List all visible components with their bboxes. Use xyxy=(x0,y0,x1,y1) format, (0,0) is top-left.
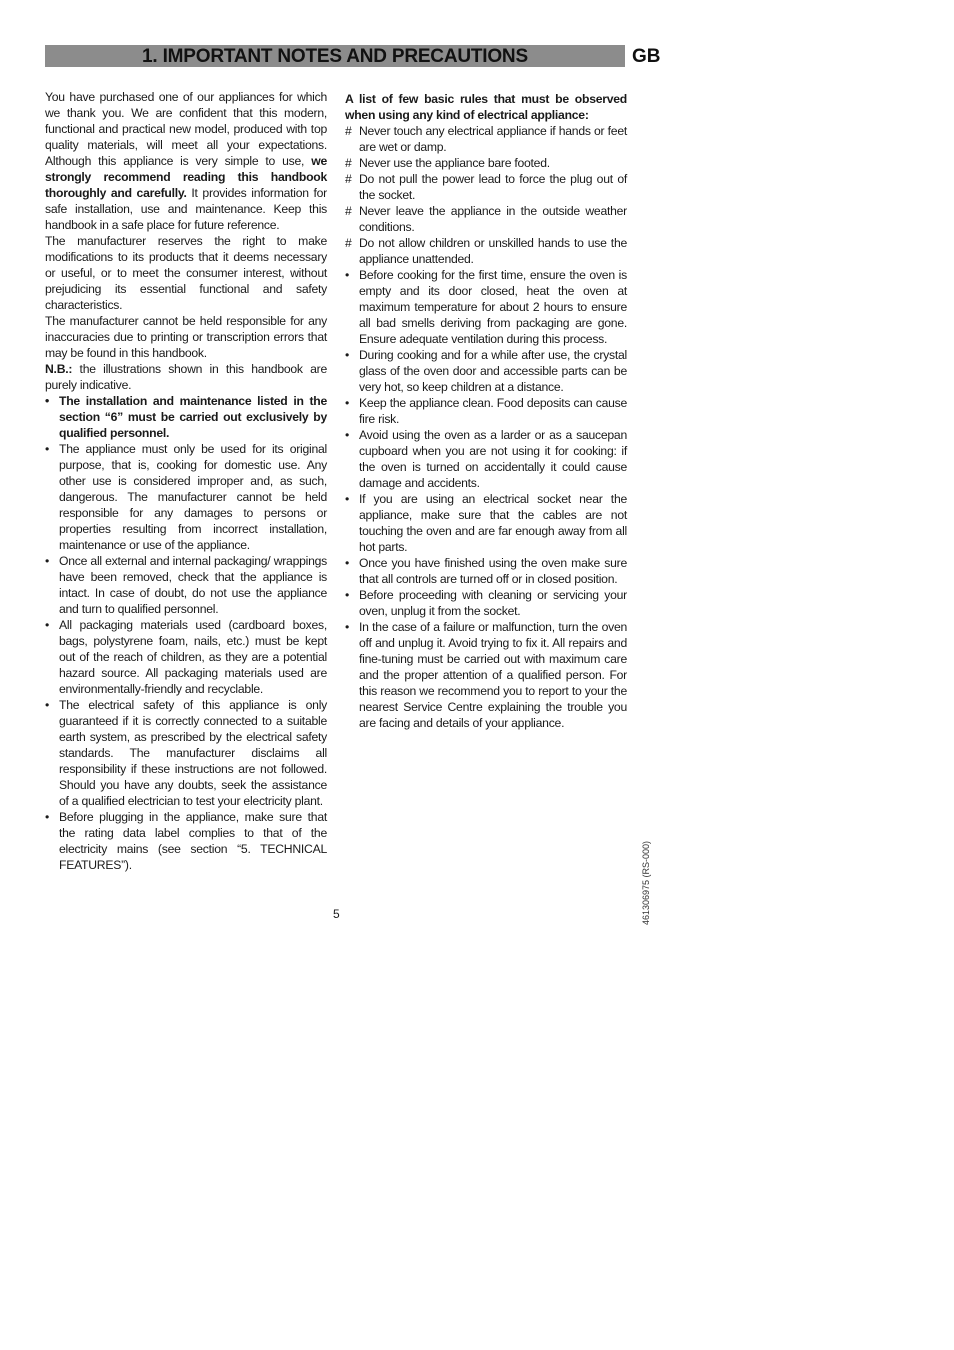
list-item-text: In the case of a failure or malfunction, turn the oven off and unplug it. Avoid trying to fix it. All repairs and fine-tuning must be carried out with maximum care and the proper attention of a qualified person. For this reason we recommend you to report to your the nearest Service Centre explaining the trouble you are facing and details of your appliance. xyxy=(359,620,627,730)
list-item xyxy=(345,427,627,491)
list-item xyxy=(45,393,327,441)
list-item-text: If you are using an electrical socket near the appliance, make sure that the cables are not touching the oven and are far enough away from all hot parts. xyxy=(359,492,627,554)
section-header-bar xyxy=(45,45,625,67)
list-item xyxy=(345,235,627,267)
list-item xyxy=(345,395,627,427)
hash-marker: # xyxy=(345,236,352,250)
list-item xyxy=(45,617,327,697)
section-title: 1. IMPORTANT NOTES AND PRECAUTIONS xyxy=(142,46,528,67)
bullet-marker: • xyxy=(345,556,350,570)
intro-bold-text: we strongly recommend reading this handbook thoroughly and carefully. xyxy=(45,154,327,200)
bullet-marker: • xyxy=(45,442,50,456)
list-item-text: All packaging materials used (cardboard boxes, bags, polystyrene foam, nails, etc.) must be kept out of the reach of children, as they are a potential hazard source. All packaging materials used are environmentally-friendly and recyclable. xyxy=(59,618,327,696)
list-item-text: During cooking and for a while after use, the crystal glass of the oven door and accessible parts can be very hot, so keep children at a distance. xyxy=(359,348,627,394)
list-item-text: Do not pull the power lead to force the plug out of the socket. xyxy=(359,172,627,202)
list-item-text: Never leave the appliance in the outside weather conditions. xyxy=(359,204,627,234)
list-item xyxy=(345,587,627,619)
bullet-marker: • xyxy=(345,428,350,442)
printing-errors-paragraph: The manufacturer cannot be held responsible for any inaccuracies due to printing or transcription errors that may be found in this handbook. xyxy=(45,314,327,360)
bullet-marker: • xyxy=(45,698,50,712)
list-item xyxy=(345,555,627,587)
list-item xyxy=(45,809,327,873)
left-bullet-list xyxy=(45,393,327,873)
list-item-text: Never use the appliance bare footed. xyxy=(359,156,550,170)
list-item xyxy=(345,347,627,395)
right-bullet-list xyxy=(345,267,627,731)
hash-marker: # xyxy=(345,124,352,138)
document-code: 461306975 (RS-000) xyxy=(641,840,651,925)
intro-text-1: You have purchased one of our appliances for which we thank you. We are confident that this modern, functional and practical new model, produced with top quality materials, will meet all your expectations. Although this appliance is very simple to use, xyxy=(45,90,327,168)
list-item xyxy=(345,171,627,203)
bullet-marker: • xyxy=(345,348,350,362)
list-item-text: Once you have finished using the oven make sure that all controls are turned off or in closed position. xyxy=(359,556,627,586)
list-item xyxy=(345,123,627,155)
list-item-text: Once all external and internal packaging/ wrappings have been removed, check that the appliance is intact. In case of doubt, do not use the appliance and turn to qualified personnel. xyxy=(59,554,327,616)
nb-text: the illustrations shown in this handbook are purely indicative. xyxy=(45,362,327,392)
list-item-text: Before proceeding with cleaning or servicing your oven, unplug it from the socket. xyxy=(359,588,627,618)
left-column xyxy=(45,89,327,873)
list-item-text: Avoid using the oven as a larder or as a saucepan cupboard when you are not using it for cooking: if the oven is turned on accidentally it could cause damage and accidents. xyxy=(359,428,627,490)
bullet-marker: • xyxy=(345,588,350,602)
list-item-text: Before plugging in the appliance, make sure that the rating data label complies to that of the electricity mains (see section “5. TECHNICAL FEATURES”). xyxy=(59,810,327,872)
hash-marker: # xyxy=(345,172,352,186)
bullet-marker: • xyxy=(45,618,50,632)
bullet-marker: • xyxy=(345,620,350,634)
intro-text-2: It provides information for safe installation, use and maintenance. Keep this handbook in a safe place for future reference. xyxy=(45,186,327,232)
bullet-marker: • xyxy=(45,810,50,824)
list-item xyxy=(345,203,627,235)
list-item xyxy=(345,491,627,555)
list-item xyxy=(45,441,327,553)
manufacturer-rights-paragraph: The manufacturer reserves the right to make modifications to its products that it deems necessary or useful, or to meet the consumer interest, without prejudicing its essential functional and safety characteristics. xyxy=(45,234,327,312)
list-item-text: The electrical safety of this appliance is only guaranteed if it is correctly connected to a suitable earth system, as prescribed by the electrical safety standards. The manufacturer disclaims all responsibility if these instructions are not followed. Should you have any doubts, seek the assistance of a qualified electrician to test your electricity plant. xyxy=(59,698,327,808)
list-item-text: Keep the appliance clean. Food deposits can cause fire risk. xyxy=(359,396,627,426)
list-item xyxy=(345,155,627,171)
list-item-text: Before cooking for the first time, ensure the oven is empty and its door closed, heat the oven at maximum temperature for about 2 hours to ensure all bad smells deriving from packaging are gone. Ensure adequate ventilation during this process. xyxy=(359,268,627,346)
list-item-text: The appliance must only be used for its original purpose, that is, cooking for domestic use. Any other use is considered improper and, as such, dangerous. The manufacturer cannot be held responsible for any damages to persons or properties resulting from incorrect installation, maintenance or use of the appliance. xyxy=(59,442,327,552)
list-item xyxy=(345,619,627,731)
bullet-marker: • xyxy=(345,492,350,506)
bullet-marker: • xyxy=(45,394,50,408)
bullet-marker: • xyxy=(345,268,350,282)
hash-rule-list xyxy=(345,123,627,267)
page-number: 5 xyxy=(333,907,340,921)
list-item xyxy=(345,267,627,347)
list-item xyxy=(45,553,327,617)
nb-paragraph xyxy=(45,361,327,393)
right-column xyxy=(345,91,627,731)
list-item-text: The installation and maintenance listed in the section “6” must be carried out exclusively by qualified personnel. xyxy=(59,394,327,440)
list-item xyxy=(45,697,327,809)
hash-marker: # xyxy=(345,204,352,218)
hash-marker: # xyxy=(345,156,352,170)
list-item-text: Never touch any electrical appliance if hands or feet are wet or damp. xyxy=(359,124,627,154)
list-item-text: Do not allow children or unskilled hands to use the appliance unattended. xyxy=(359,236,627,266)
intro-paragraph xyxy=(45,89,327,233)
bullet-marker: • xyxy=(45,554,50,568)
nb-label: N.B.: xyxy=(45,362,73,376)
bullet-marker: • xyxy=(345,396,350,410)
rules-heading: A list of few basic rules that must be observed when using any kind of electrical appliance: xyxy=(345,92,627,122)
language-code: GB xyxy=(632,46,661,67)
